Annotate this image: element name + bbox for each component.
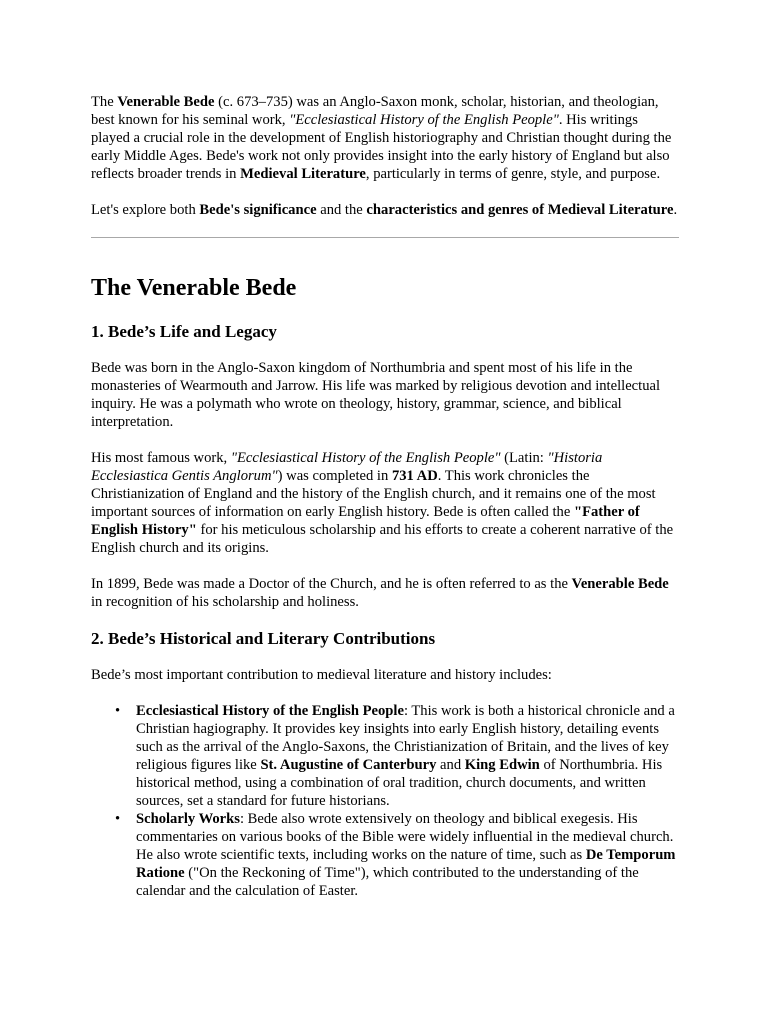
text-run: In 1899, Bede was made a Doctor of the Church, and he is often referred to as the xyxy=(91,576,572,592)
intro-paragraph-2 xyxy=(91,201,679,219)
text-run: . His writings played a crucial role in the development of English historiography and Christian thought during the early Middle Ages. Bede's work not only provides insight into the early history of England but also reflects broader trends in xyxy=(91,112,672,182)
list-item xyxy=(115,702,679,810)
text-run: His most famous work, xyxy=(91,450,231,466)
section-1-paragraph-1 xyxy=(91,359,679,431)
text-run: . xyxy=(673,202,678,218)
italic-text: "Ecclesiastical History of the English People" xyxy=(289,112,559,128)
section-2-heading: 2. Bede’s Historical and Literary Contributions xyxy=(91,629,436,648)
main-heading: The Venerable Bede xyxy=(91,275,297,301)
bullet-icon: • xyxy=(115,703,121,719)
section-divider xyxy=(91,237,679,238)
text-run: : Bede also wrote extensively on theology and biblical exegesis. His commentaries on various books of the Bible were widely influential in the medieval church. He also wrote scientific texts, including works on the nature of time, such as xyxy=(136,811,674,863)
bold-text: 731 AD xyxy=(391,468,438,484)
intro-paragraph-1 xyxy=(91,93,679,183)
text-run: in recognition of his scholarship and holiness. xyxy=(91,594,359,610)
bold-text: Medieval Literature xyxy=(240,166,366,182)
text-run: . This work chronicles the Christianization of England and the history of the English church, and it remains one of the most important sources of information on early English history. Bede is often called the xyxy=(91,468,656,520)
list-item-text xyxy=(136,703,675,809)
text-run: and the xyxy=(316,202,367,218)
text-run: ("On the Reckoning of Time"), which contributed to the understanding of the calendar and the calculation of Easter. xyxy=(136,865,639,899)
text-run: Bede’s most important contribution to medieval literature and history includes: xyxy=(91,667,552,683)
bullet-icon: • xyxy=(115,811,121,827)
bold-text: Ecclesiastical History of the English People xyxy=(136,703,404,719)
bold-text: Bede's significance xyxy=(199,202,317,218)
italic-text: "Ecclesiastical History of the English People" xyxy=(230,450,501,466)
section-1-paragraph-2 xyxy=(91,449,679,557)
text-run: , particularly in terms of genre, style, and purpose. xyxy=(365,166,661,182)
text-run: for his meticulous scholarship and his efforts to create a coherent narrative of the English church and its origins. xyxy=(91,522,674,556)
text-run: ) was completed in xyxy=(277,468,392,484)
bold-text: De Temporum Ratione xyxy=(136,847,676,881)
bold-text: Venerable Bede xyxy=(571,576,669,592)
text-run: : This work is both a historical chronicle and a Christian hagiography. It provides key insights into early English history, detailing events such as the arrival of the Anglo-Saxons, the Christianization of Britain, and the lives of key religious figures like xyxy=(136,703,675,773)
bold-text: "Father of English History" xyxy=(91,504,640,538)
bold-text: King Edwin xyxy=(464,757,540,773)
document-page xyxy=(91,93,679,900)
section-2-paragraph-1 xyxy=(91,666,679,684)
text-run: Bede was born in the Anglo-Saxon kingdom of Northumbria and spent most of his life in the monasteries of Wearmouth and Jarrow. His life was marked by religious devotion and intellectual inquiry. He was a polymath who wrote on theology, history, grammar, science, and biblical interpretation. xyxy=(91,360,661,430)
bold-text: Scholarly Works xyxy=(136,811,240,827)
text-run: (Latin: xyxy=(500,450,548,466)
list-item-text xyxy=(136,811,675,899)
bold-text: Venerable Bede xyxy=(117,94,215,110)
text-run: Let's explore both xyxy=(91,202,200,218)
italic-text: "Historia Ecclesiastica Gentis Anglorum" xyxy=(91,450,603,484)
text-run: and xyxy=(436,757,465,773)
text-run: The xyxy=(91,94,118,110)
bold-text: St. Augustine of Canterbury xyxy=(260,757,437,773)
text-run: (c. 673–735) was an Anglo-Saxon monk, scholar, historian, and theologian, best known for his seminal work, xyxy=(91,94,659,128)
bold-text: characteristics and genres of Medieval Literature xyxy=(366,202,674,218)
section-1-heading: 1. Bede’s Life and Legacy xyxy=(91,322,277,341)
list-item xyxy=(115,810,679,900)
section-1-paragraph-3 xyxy=(91,575,679,611)
contributions-list xyxy=(91,702,679,900)
text-run: of Northumbria. His historical method, using a combination of oral tradition, church documents, and written sources, set a standard for future historians. xyxy=(136,757,663,809)
